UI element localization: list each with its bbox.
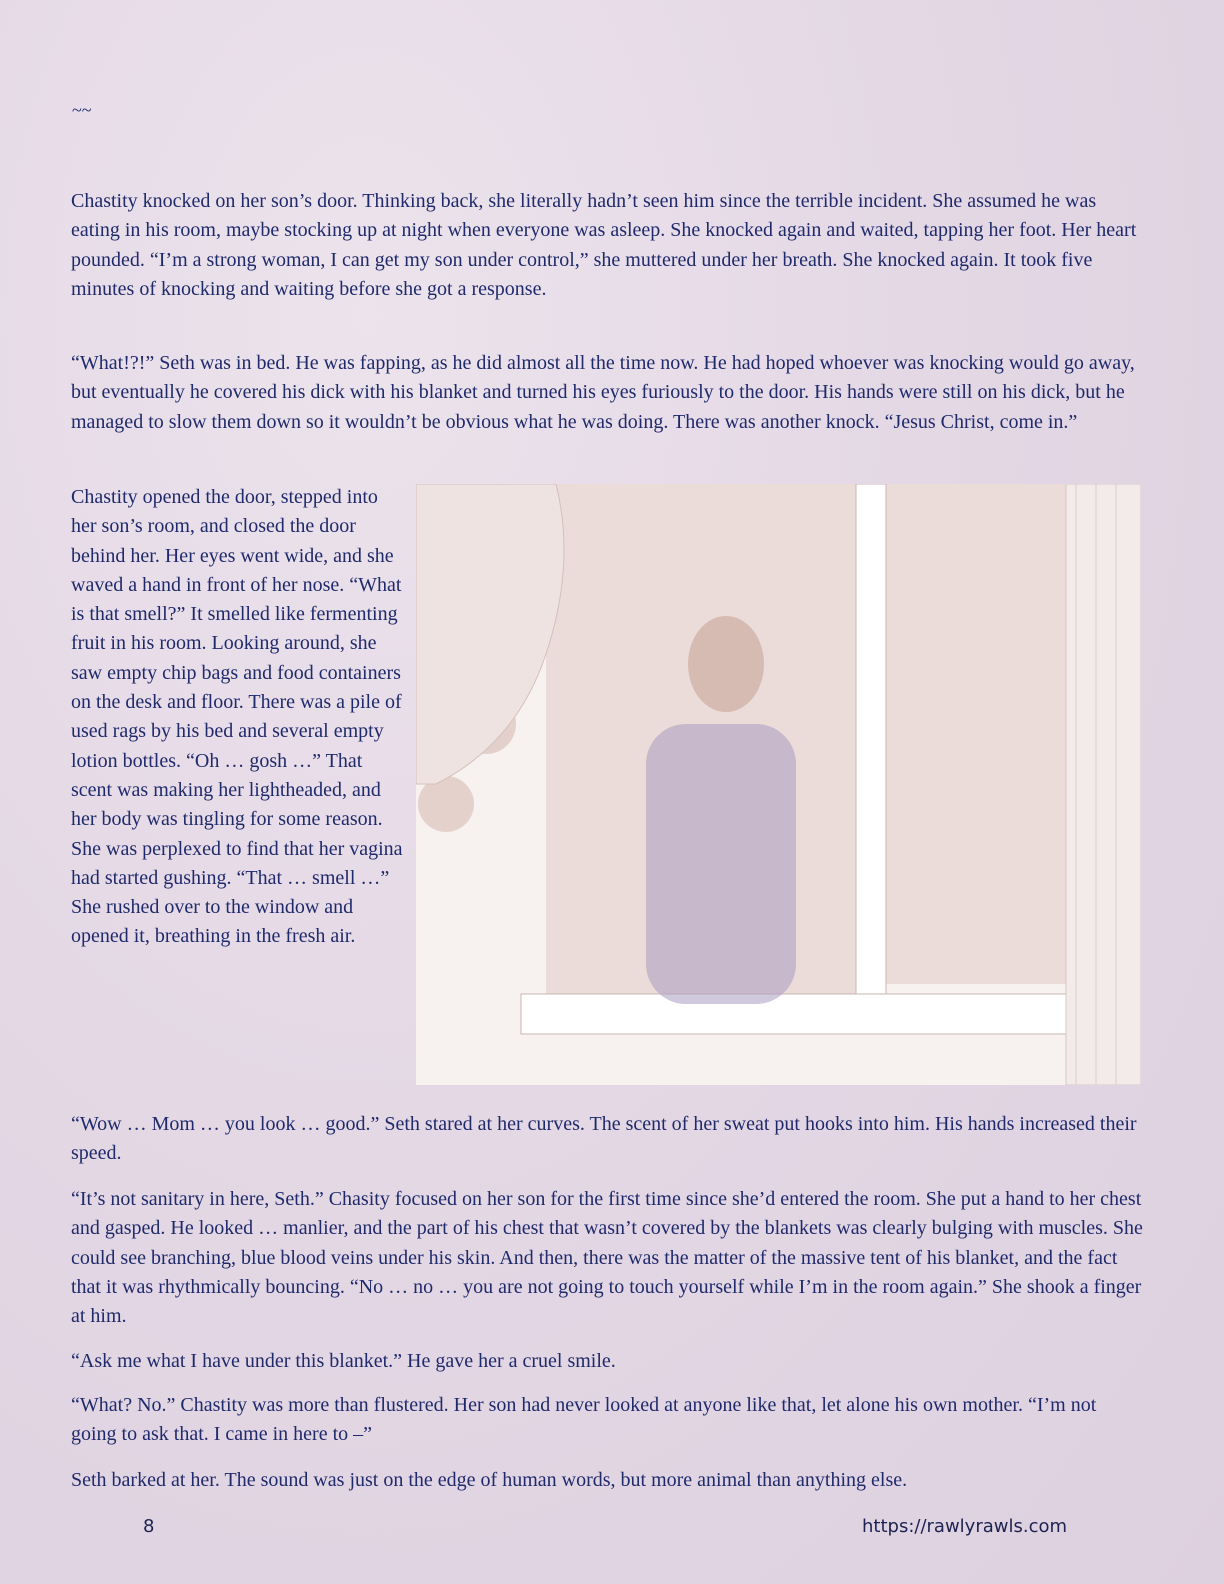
window-sill	[521, 994, 1121, 1034]
illustration-window-scene	[416, 484, 1141, 1085]
window-illustration	[416, 484, 1141, 1085]
paragraph: “Ask me what I have under this blanket.” He gave her a cruel smile.	[71, 1350, 616, 1372]
paragraph: “It’s not sanitary in here, Seth.” Chasity focused on her son for the first time since she’d entered the room. She put a hand to her chest and gasped. He looked … manlier, and the part of his chest that wasn’t covered by the blankets was clearly bulging with muscles. She could see branching, blue blood veins under his skin. And then, there was the matter of the massive tent of his blanket, and the fact that it was rhythmically bouncing. “No … no … you are not going to touch yourself while I’m in the room again.” She shook a finger at him.	[71, 1188, 1143, 1328]
paragraph: “Wow … Mom … you look … good.” Seth stared at her curves. The scent of her sweat put hooks into him. His hands increased their speed.	[71, 1113, 1137, 1165]
paragraph: Seth barked at her. The sound was just on the edge of human words, but more animal than anything else.	[71, 1469, 908, 1491]
page-number: 8	[143, 1516, 155, 1537]
figure-silhouette	[688, 616, 764, 712]
curtain-right	[1066, 484, 1141, 1085]
section-separator: ~~	[72, 100, 92, 120]
footer-url[interactable]: https://rawlyrawls.com	[862, 1516, 1068, 1537]
paragraph: “What!?!” Seth was in bed. He was fapping, as he did almost all the time now. He had hoped whoever was knocking would go away, but eventually he covered his dick with his blanket and turned his eyes furiously to the door. His hands were still on his dick, but he managed to slow them down so it wouldn’t be obvious what he was doing. There was another knock. “Jesus Christ, come in.”	[71, 352, 1135, 433]
paragraph: Chastity knocked on her son’s door. Thinking back, she literally hadn’t seen him since the terrible incident. She assumed he was eating in his room, maybe stocking up at night when everyone was asleep. She knocked again and waited, tapping her foot. Her heart pounded. “I’m a strong woman, I can get my son under control,” she muttered under her breath. She knocked again. It took five minutes of knocking and waiting before she got a response.	[71, 190, 1137, 300]
paragraph: “What? No.” Chastity was more than flustered. Her son had never looked at anyone like that, let alone his own mother. “I’m not going to ask that. I came in here to –”	[71, 1394, 1097, 1446]
paragraph: Chastity opened the door, stepped into her son’s room, and closed the door behind her. Her eyes went wide, and she waved a hand in front of her nose. “What is that smell?” It smelled like fermenting fruit in his room. Looking around, she saw empty chip bags and food containers on the desk and floor. There was a pile of used rags by his bed and several empty lotion bottles. “Oh … gosh …” That scent was making her lightheaded, and her body was tingling for some reason. She was perplexed to find that her vagina had started gushing. “That … smell …” She rushed over to the window and opened it, breathing in the fresh air.	[71, 486, 403, 948]
